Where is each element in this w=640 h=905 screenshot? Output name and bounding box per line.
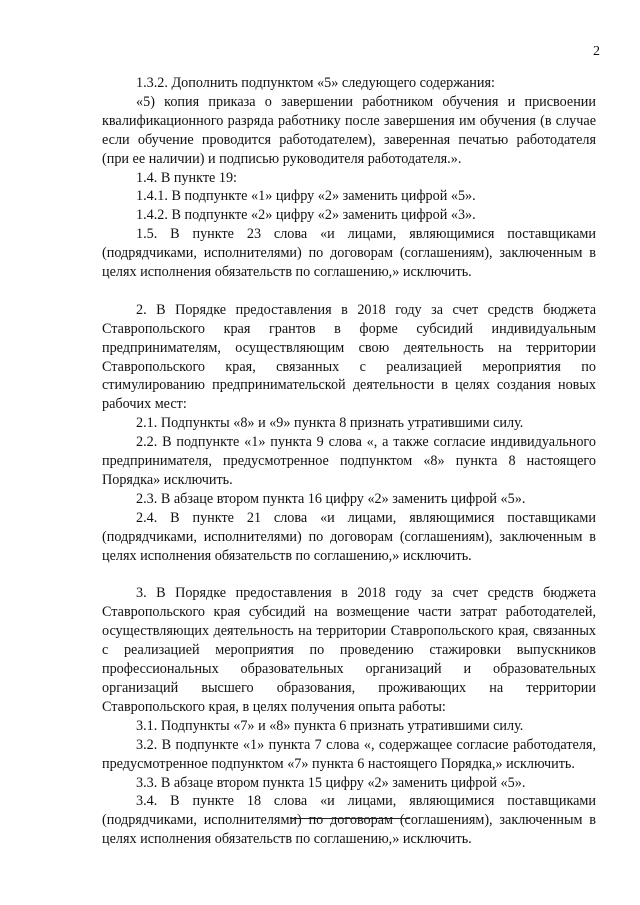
paragraph-1-5: 1.5. В пункте 23 слова «и лицами, являющимися поставщиками (подрядчиками, исполнителями) по договорам (соглашениям), заключенным в целях исполнения обязательств по соглашению,» исключить.: [102, 226, 596, 281]
paragraph-1-4-2: 1.4.2. В подпункте «2» цифру «2» заменить цифрой «3».: [136, 207, 476, 224]
paragraph-1-4: 1.4. В пункте 19:: [136, 169, 237, 186]
paragraph-3-4: 3.4. В пункте 18 слова «и лицами, являющимися поставщиками (подрядчиками, исполнителями) по договорам (соглашениям), заключенным в целях исполнения обязательств по соглашению,» исключить.: [102, 793, 596, 848]
paragraph-1-4-1: 1.4.1. В подпункте «1» цифру «2» заменить цифрой «5».: [136, 188, 476, 205]
document-body: [102, 74, 596, 849]
paragraph-2-1: 2.1. Подпункты «8» и «9» пункта 8 признать утратившими силу.: [136, 415, 524, 432]
paragraph-section-2: 2. В Порядке предоставления в 2018 году за счет средств бюджета Ставропольского края грантов в форме субсидий индивидуальным предпринимателям, осуществляющим свою деятельность на территории Ставропольского края, связанных с реализацией мероприятия по стимулированию предпринимательской деятельности в целях создания новых рабочих мест:: [102, 301, 596, 413]
paragraph-3-3: 3.3. В абзаце втором пункта 15 цифру «2» заменить цифрой «5».: [136, 774, 526, 791]
paragraph-2-3: 2.3. В абзаце втором пункта 16 цифру «2» заменить цифрой «5».: [136, 490, 526, 507]
paragraph-quote-5: «5) копия приказа о завершении работником обучения и присвоении квалификационного разряда работнику после завершения им обучения (в случае если обучение проводится работодателем), заверенная печатью работодателя (при ее наличии) и подписью руководителя работодателя.».: [102, 93, 596, 167]
paragraph-3-2: 3.2. В подпункте «1» пункта 7 слова «, содержащее согласие работодателя, предусмотренное подпунктом «7» пункта 6 настоящего Порядка,» исключить.: [102, 736, 596, 772]
paragraph-section-3: 3. В Порядке предоставления в 2018 году за счет средств бюджета Ставропольского края субсидий на возмещение части затрат работодателей, осуществляющих деятельность на территории Ставропольского края, связанных с реализацией мероприятия по проведению стажировки выпускников профессиональных образовательных организаций и образовательных организаций высшего образования, проживающих на территории Ставропольского края, в целях получения опыта работы:: [102, 585, 596, 715]
paragraph-2-2: 2.2. В подпункте «1» пункта 9 слова «, а также согласие индивидуального предпринимателя, предусмотренное подпунктом «8» пункта 8 настоящего Порядка» исключить.: [102, 434, 596, 489]
paragraph-1-3-2: 1.3.2. Дополнить подпунктом «5» следующего содержания:: [136, 75, 495, 91]
paragraph-2-4: 2.4. В пункте 21 слова «и лицами, являющимися поставщиками (подрядчиками, исполнителями) по договорам (соглашениям), заключенным в целях исполнения обязательств по соглашению,» исключить.: [102, 509, 596, 564]
paragraph-3-1: 3.1. Подпункты «7» и «8» пункта 6 признать утратившими силу.: [136, 717, 524, 734]
page-number: 2: [593, 44, 600, 59]
end-separator-line: [290, 818, 410, 819]
